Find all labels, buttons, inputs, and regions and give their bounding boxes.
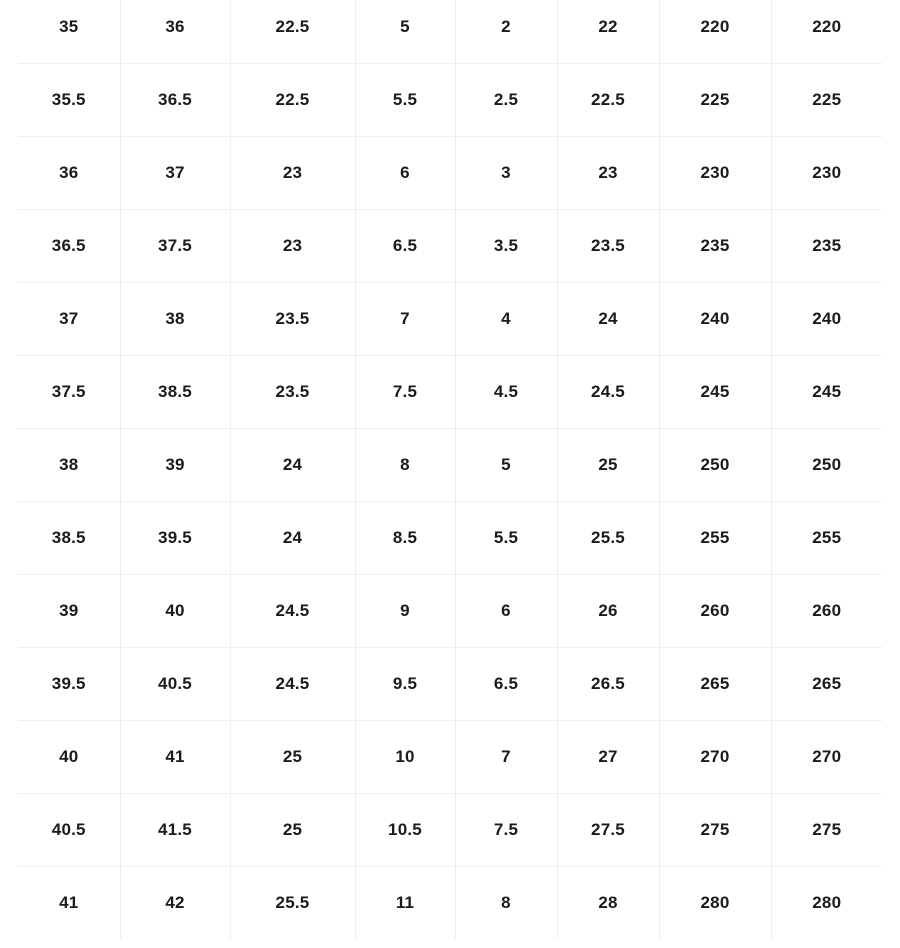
table-cell: 7 — [455, 721, 557, 794]
table-cell: 41.5 — [120, 794, 230, 867]
table-cell: 42 — [120, 867, 230, 940]
table-cell: 5 — [455, 429, 557, 502]
table-cell: 41 — [18, 867, 120, 940]
table-cell: 9 — [355, 575, 455, 648]
table-cell: 36.5 — [18, 210, 120, 283]
table-cell: 280 — [659, 867, 771, 940]
table-cell: 6.5 — [455, 648, 557, 721]
table-cell: 24 — [230, 429, 355, 502]
table-cell: 38 — [18, 429, 120, 502]
table-cell: 225 — [771, 64, 882, 137]
table-cell: 4.5 — [455, 356, 557, 429]
table-cell: 27.5 — [557, 794, 659, 867]
table-row — [18, 429, 882, 502]
table-cell: 37.5 — [18, 356, 120, 429]
table-cell: 25 — [230, 794, 355, 867]
table-cell: 22.5 — [230, 0, 355, 64]
table-row — [18, 356, 882, 429]
table-cell: 25 — [230, 721, 355, 794]
table-cell: 36 — [18, 137, 120, 210]
table-cell: 37 — [18, 283, 120, 356]
table-cell: 245 — [659, 356, 771, 429]
table-cell: 25.5 — [557, 502, 659, 575]
table-cell: 37 — [120, 137, 230, 210]
table-cell: 22.5 — [230, 64, 355, 137]
table-cell: 36 — [120, 0, 230, 64]
table-cell: 40 — [18, 721, 120, 794]
table-cell: 24.5 — [557, 356, 659, 429]
table-cell: 24 — [230, 502, 355, 575]
table-cell: 2.5 — [455, 64, 557, 137]
table-cell: 23.5 — [230, 356, 355, 429]
table-cell: 10 — [355, 721, 455, 794]
table-cell: 38.5 — [18, 502, 120, 575]
table-cell: 38.5 — [120, 356, 230, 429]
table-cell: 260 — [771, 575, 882, 648]
table-row — [18, 137, 882, 210]
table-cell: 23.5 — [557, 210, 659, 283]
table-cell: 230 — [771, 137, 882, 210]
table-cell: 2 — [455, 0, 557, 64]
table-cell: 40.5 — [18, 794, 120, 867]
table-cell: 270 — [659, 721, 771, 794]
table-cell: 26.5 — [557, 648, 659, 721]
table-row — [18, 794, 882, 867]
table-cell: 8.5 — [355, 502, 455, 575]
table-cell: 5.5 — [455, 502, 557, 575]
table-cell: 8 — [455, 867, 557, 940]
table-cell: 26 — [557, 575, 659, 648]
table-cell: 220 — [659, 0, 771, 64]
table-cell: 10.5 — [355, 794, 455, 867]
table-row — [18, 283, 882, 356]
table-cell: 240 — [659, 283, 771, 356]
table-cell: 7.5 — [455, 794, 557, 867]
table-cell: 24.5 — [230, 575, 355, 648]
table-cell: 23 — [557, 137, 659, 210]
table-cell: 280 — [771, 867, 882, 940]
table-cell: 225 — [659, 64, 771, 137]
table-cell: 9.5 — [355, 648, 455, 721]
table-cell: 250 — [771, 429, 882, 502]
table-cell: 235 — [659, 210, 771, 283]
table-cell: 230 — [659, 137, 771, 210]
table-cell: 240 — [771, 283, 882, 356]
table-cell: 250 — [659, 429, 771, 502]
table-cell: 275 — [771, 794, 882, 867]
table-cell: 5 — [355, 0, 455, 64]
table-cell: 275 — [659, 794, 771, 867]
table-cell: 35.5 — [18, 64, 120, 137]
table-row — [18, 502, 882, 575]
table-cell: 41 — [120, 721, 230, 794]
table-cell: 8 — [355, 429, 455, 502]
table-cell: 6 — [355, 137, 455, 210]
table-cell: 39 — [120, 429, 230, 502]
table-cell: 23 — [230, 210, 355, 283]
table-cell: 4 — [455, 283, 557, 356]
table-cell: 22.5 — [557, 64, 659, 137]
table-cell: 38 — [120, 283, 230, 356]
table-cell: 3 — [455, 137, 557, 210]
table-cell: 11 — [355, 867, 455, 940]
table-cell: 24.5 — [230, 648, 355, 721]
size-chart-body — [18, 0, 882, 939]
size-chart-table — [18, 0, 882, 939]
table-cell: 40 — [120, 575, 230, 648]
table-cell: 27 — [557, 721, 659, 794]
table-cell: 7 — [355, 283, 455, 356]
table-cell: 22 — [557, 0, 659, 64]
table-cell: 270 — [771, 721, 882, 794]
table-row — [18, 867, 882, 940]
table-cell: 28 — [557, 867, 659, 940]
table-cell: 25 — [557, 429, 659, 502]
table-cell: 39.5 — [120, 502, 230, 575]
table-cell: 265 — [659, 648, 771, 721]
table-cell: 39.5 — [18, 648, 120, 721]
table-cell: 255 — [771, 502, 882, 575]
table-cell: 7.5 — [355, 356, 455, 429]
table-cell: 25.5 — [230, 867, 355, 940]
table-cell: 37.5 — [120, 210, 230, 283]
table-cell: 24 — [557, 283, 659, 356]
table-row — [18, 0, 882, 64]
table-cell: 260 — [659, 575, 771, 648]
table-cell: 39 — [18, 575, 120, 648]
table-cell: 6 — [455, 575, 557, 648]
table-cell: 23 — [230, 137, 355, 210]
table-cell: 220 — [771, 0, 882, 64]
table-cell: 235 — [771, 210, 882, 283]
table-cell: 6.5 — [355, 210, 455, 283]
table-cell: 255 — [659, 502, 771, 575]
table-row — [18, 721, 882, 794]
table-cell: 35 — [18, 0, 120, 64]
table-cell: 40.5 — [120, 648, 230, 721]
table-cell: 5.5 — [355, 64, 455, 137]
table-cell: 245 — [771, 356, 882, 429]
table-row — [18, 210, 882, 283]
table-cell: 36.5 — [120, 64, 230, 137]
table-row — [18, 64, 882, 137]
table-cell: 23.5 — [230, 283, 355, 356]
table-cell: 265 — [771, 648, 882, 721]
table-cell: 3.5 — [455, 210, 557, 283]
table-row — [18, 575, 882, 648]
table-row — [18, 648, 882, 721]
